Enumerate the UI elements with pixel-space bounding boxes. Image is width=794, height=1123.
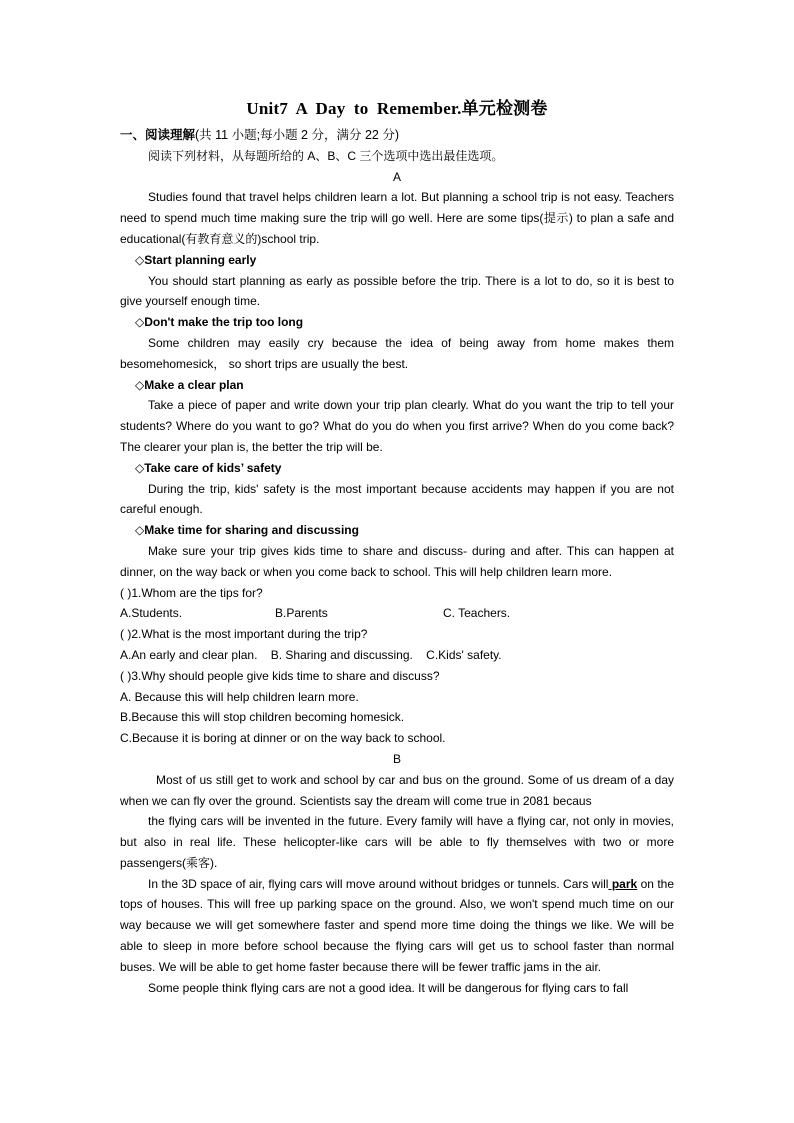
tip-text: You should start planning as early as possible before the trip. There is a lot to do, so it is best to give yourself enough time. (120, 273, 674, 309)
passage-b-paragraph (120, 874, 674, 978)
tip-heading: ◇Make time for sharing and discussing (135, 523, 359, 538)
option-a: A.Students. (120, 606, 183, 621)
passage-a-intro: Studies found that travel helps children learn a lot. But planning a school trip is not easy. Teachers need to spend much time making sure the trip will go well. Here are some tips(提示) to plan a safe and educational(有教育意义的)school trip. (120, 190, 674, 246)
paragraph-text: on the tops of houses. This will free up parking space on the ground. Also, we won't spend much time on our way because we will get somewhere faster and spend more time doing the things we like. We will be able to sleep in more before school because the flying cars will get us to school faster than normal buses. We will be able to get home faster because there will be fewer traffic jams in the air. (120, 876, 675, 974)
tip-text: Take a piece of paper and write down your trip plan clearly. What do you want the trip to tell your students? Where do you want to go? What do you do when you first arrive? When do you come back? The clearer your plan is, the better the trip will be. (120, 398, 674, 454)
paragraph-text: In the 3D space of air, flying cars will move around without bridges or tunnels. Cars will (148, 876, 609, 891)
tip-text: Make sure your trip gives kids time to share and discuss- during and after. This can happen at dinner, on the way back or when you come back to school. This will help children learn more. (120, 543, 674, 579)
question-3-stem: ( )3.Why should people give kids time to share and discuss? (120, 668, 440, 683)
section-heading-label: 一、阅读理解 (120, 128, 196, 142)
tip-heading: ◇Don't make the trip too long (135, 315, 304, 330)
tip-text: During the trip, kids' safety is the most important because accidents may happen if you are not careful enough. (120, 481, 674, 517)
passage-b-paragraph: Most of us still get to work and school by car and bus on the ground. Some of us dream of a day when we can fly over the ground. Scientists say the dream will come true in 2081 becaus (120, 772, 674, 808)
tip-heading: ◇Start planning early (135, 252, 257, 267)
question-1-options (120, 603, 674, 624)
passage-b-paragraph: Some people think flying cars are not a good idea. It will be dangerous for flying cars to fall (148, 980, 629, 995)
option-c: C.Because it is boring at dinner or on the way back to school. (120, 731, 446, 746)
option-a: A. Because this will help children learn more. (120, 689, 359, 704)
section-instruction: 阅读下列材料，从每题所给的 A、B、C 三个选项中选出最佳选项。 (148, 148, 504, 163)
option-b: B.Parents (275, 606, 328, 621)
passage-b-label: B (392, 751, 401, 766)
passage-a-label: A (392, 169, 401, 184)
passage-b-paragraph: the flying cars will be invented in the future. Every family will have a flying car, not only in movies, but also in real life. These helicopter-like cars will be able to fly themselves with two or more passengers(乘客). (120, 814, 674, 870)
option-b: B.Because this will stop children becoming homesick. (120, 710, 405, 725)
question-1-stem: ( )1.Whom are the tips for? (120, 585, 263, 600)
page-title: Unit7 A Day to Remember.单元检测卷 (246, 99, 548, 118)
tip-heading: ◇Take care of kids’ safety (135, 460, 282, 475)
tip-text: Some children may easily cry because the idea of being away from home makes them besomehomesick， so short trips are usually the best. (120, 335, 674, 371)
section-heading-note: (共 11 小题;每小题 2 分，满分 22 分) (195, 128, 399, 142)
question-2-stem: ( )2.What is the most important during the trip? (120, 627, 368, 642)
question-2-options: A.An early and clear plan. B. Sharing and discussing. C.Kids' safety. (120, 647, 502, 662)
underlined-word: park (608, 876, 638, 891)
option-c: C. Teachers. (443, 606, 511, 621)
section-heading (120, 125, 674, 146)
tip-heading: ◇Make a clear plan (135, 377, 244, 392)
